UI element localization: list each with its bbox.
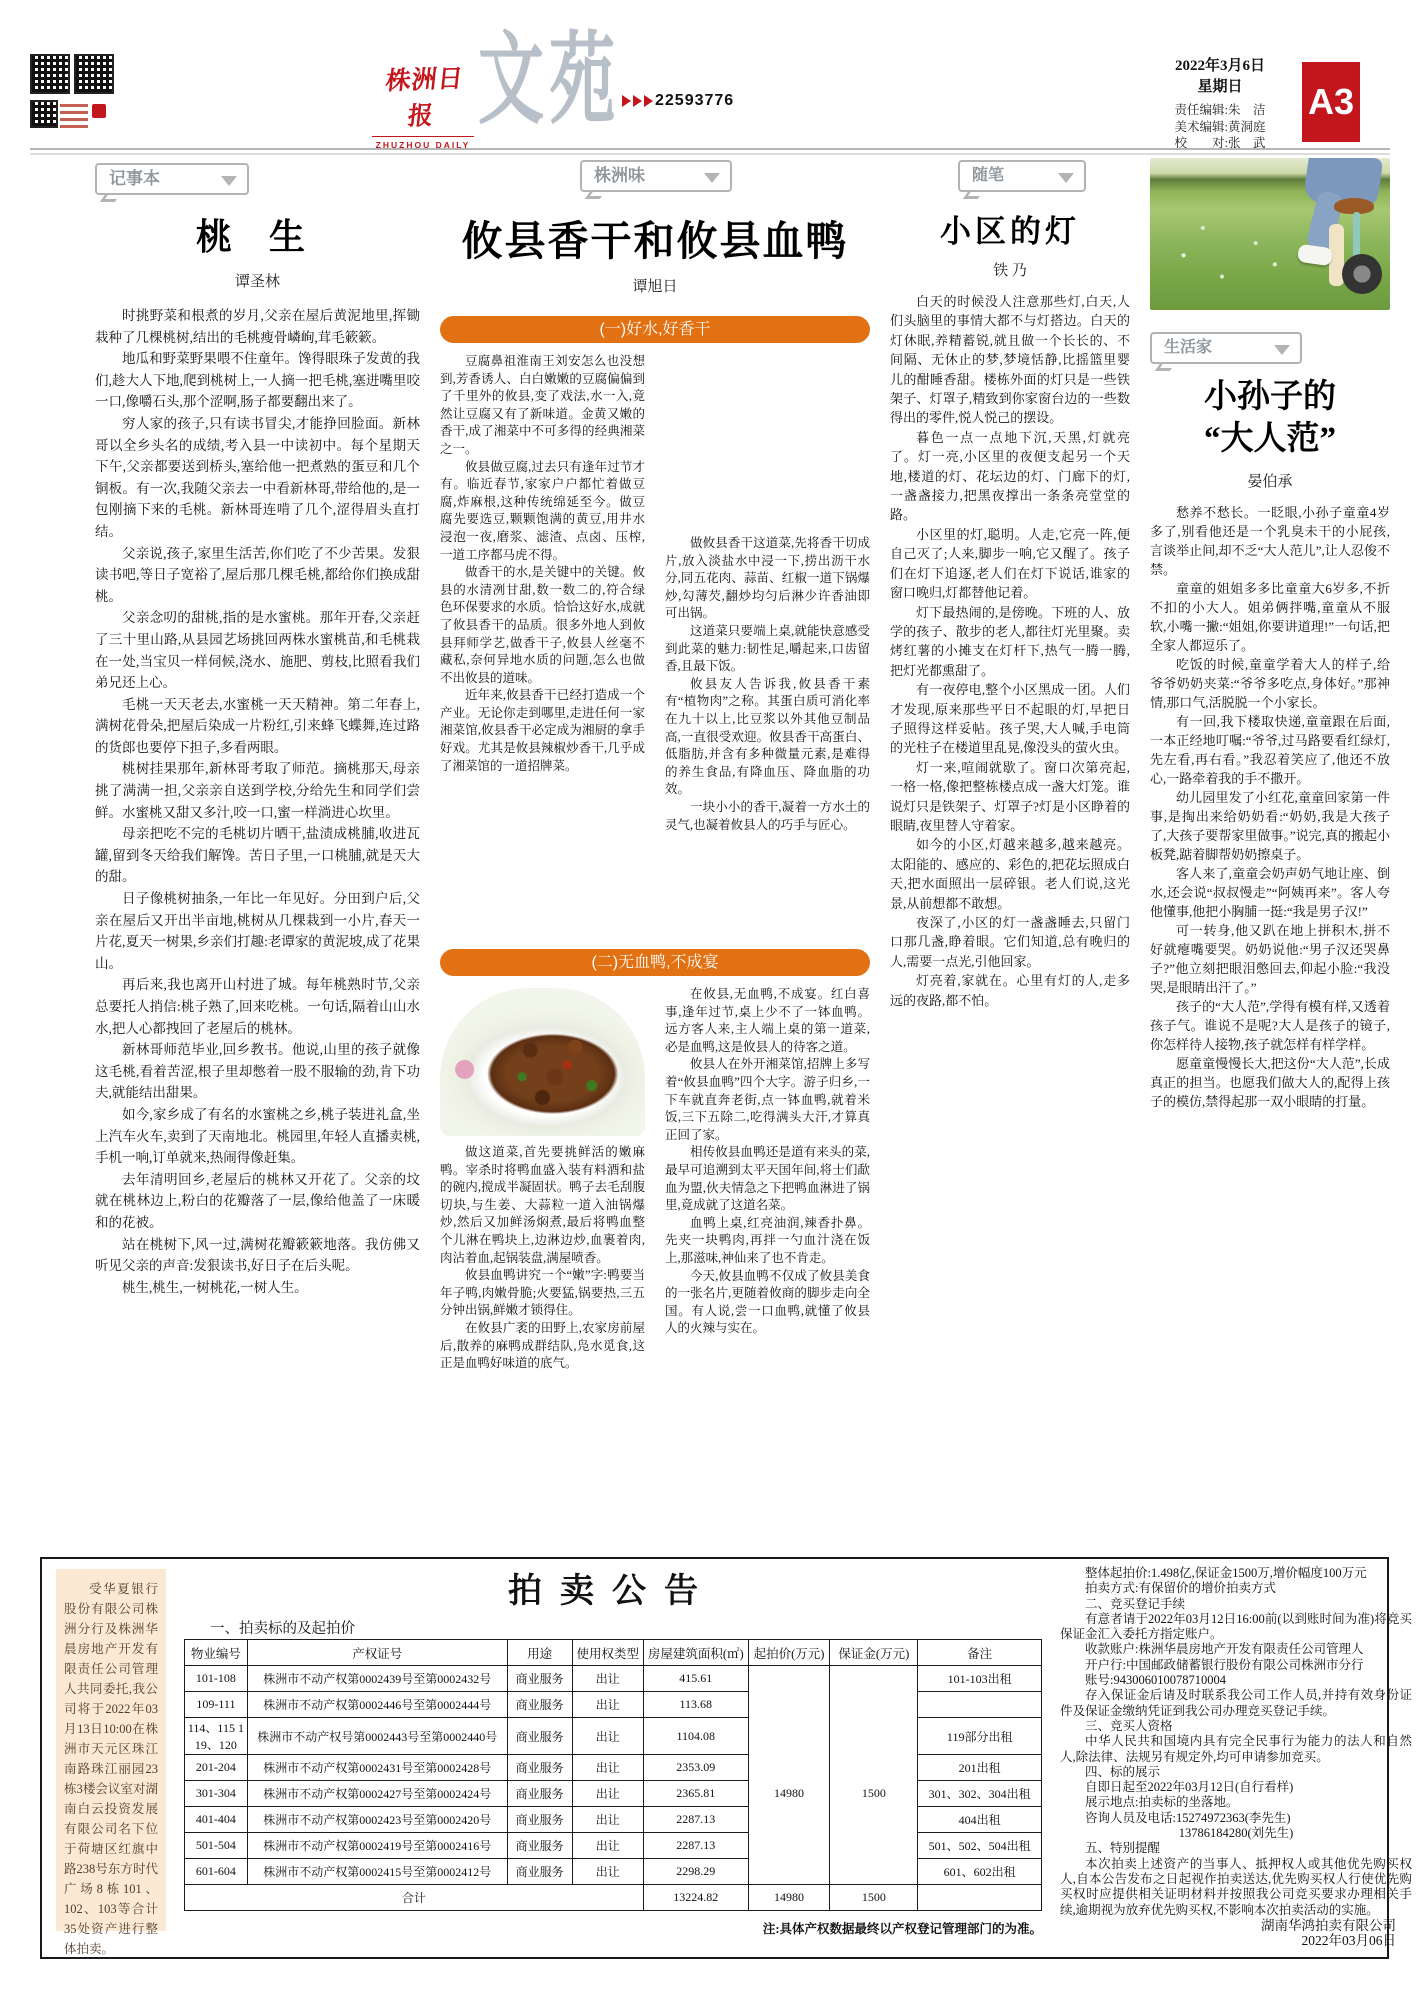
col-header: 起拍价(万元): [748, 1640, 830, 1666]
cell-deposit: [830, 1807, 918, 1833]
column-tag-life: [1150, 332, 1302, 364]
cell-start-price: [748, 1859, 830, 1885]
text-column: [440, 353, 645, 938]
auction-notice: [40, 1557, 1412, 1959]
cell-usage: 商业服务: [507, 1755, 572, 1781]
article-title: 桃 生: [195, 217, 319, 257]
detail-heading: 二、竞买登记手续: [1085, 1596, 1186, 1611]
paragraph: 穷人家的孩子,只有读书冒尖,才能挣回脸面。新林哥以全乡头名的成绩,考入县一中读初中。每个星期天下午,父亲都要送到桥头,塞给他一把煮熟的蛋豆和几个铜板。有一次,我随父亲去一中看新林哥,带给他的,是一包刚摘下来的毛桃。新林哥连啃了几个,涩得眉头直打结。: [95, 415, 420, 539]
tag-label: 随笔: [972, 167, 1005, 184]
paragraph: 一块小小的香干,凝着一方水土的灵气,也凝着攸县人的巧手与匠心。: [665, 799, 870, 832]
column-tag-zhuzhou-flavor: [580, 160, 732, 192]
paragraph: 有一夜停电,整个小区黑成一团。人们才发现,原来那些平日不起眼的灯,早把日子照得这样妥帖。孩子哭,大人喊,手电筒的光柱子在楼道里乱晃,像没头的萤火虫。: [890, 682, 1130, 756]
date: 2022年3月6日: [1174, 58, 1265, 74]
paragraph: 新林哥师范毕业,回乡教书。他说,山里的孩子就像这毛桃,看着苦涩,根子里却憋着一股不服输的劲,肯下功夫,就能结出甜果。: [95, 1042, 420, 1101]
cell-usage: 商业服务: [507, 1666, 572, 1692]
detail-line: 中华人民共和国境内具有完全民事行为能力的法人和自然人,除法律、法规另有规定外,均可申请参加竞买。: [1060, 1734, 1412, 1764]
weekday: 星期日: [1197, 79, 1243, 95]
paragraph: 站在桃树下,风一过,满树花瓣簌簌地落。我仿佛又听见父亲的声音:发狠读书,好日子在后头呢。: [95, 1236, 420, 1274]
cell-right-type: 出让: [572, 1807, 643, 1833]
subsection-2: [440, 986, 870, 1531]
article-title: [1150, 376, 1390, 460]
paragraph: 这道菜只要端上桌,就能快意感受到此菜的魅力:韧性足,嚼起来,口齿留香,且最下饭。: [665, 623, 870, 674]
total-note: [918, 1885, 1042, 1911]
arrow-icon: [622, 95, 631, 107]
article-body: [1150, 503, 1390, 1548]
column-tag-notebook: [95, 163, 249, 195]
detail-line: 自即日起至2022年03月12日(自行看样): [1085, 1780, 1294, 1795]
paragraph: 可一转身,他又趴在地上拼积木,拼不好就瘪嘴要哭。奶奶说他:“男子汉还哭鼻子?”他立刻把眼泪憋回去,仰起小脸:“我没哭,是眼睛出汗了。”: [1150, 923, 1390, 995]
cell-area: 2298.29: [643, 1859, 748, 1885]
table-row: [185, 1666, 1042, 1692]
paragraph: 做香干的水,是关键中的关键。攸县的水清冽甘甜,数一数二的,符合绿色环保要求的水质。恰恰这好水,成就了攸县香干的品质。很多外地人到攸县拜师学艺,做香干子,攸县人丝毫不藏私,奈何异地水质的问题,怎么也做不出攸县的道味。: [440, 565, 645, 685]
qr-code: [30, 54, 112, 140]
col-header: 物业编号: [185, 1640, 248, 1666]
cell-note: 101-103出租: [918, 1666, 1042, 1692]
auction-title: 拍卖公告: [508, 1573, 716, 1610]
auction-table-note: 注:具体产权数据最终以产权登记管理部门的为准。: [762, 1922, 1042, 1936]
masthead-cn: 株洲日报: [384, 65, 466, 131]
paragraph: 做攸县香干这道菜,先将香干切成片,放入淡盐水中浸一下,捞出沥干水分,同五花肉、蒜苗、红椒一道下锅爆炒,勾薄芡,翻炒均匀后淋少许香油即可出锅。: [665, 536, 870, 621]
cell-usage: 商业服务: [507, 1692, 572, 1718]
paragraph: 夜深了,小区的灯一盏盏睡去,只留门口那几盏,睁着眼。它们知道,总有晚归的人,需要一点光,引他回家。: [890, 915, 1130, 969]
cell-area: 2287.13: [643, 1807, 748, 1833]
subsection-badge-2: (二)无血鸭,不成宴: [440, 949, 870, 976]
chevron-down-icon: [221, 176, 237, 194]
cell-note: [918, 1692, 1042, 1718]
article-body: [95, 305, 420, 1545]
detail-heading: 三、竞买人资格: [1085, 1718, 1173, 1733]
paragraph: 做这道菜,首先要挑鲜活的嫩麻鸭。宰杀时将鸭血盛入装有料酒和盐的碗内,搅成半凝固状。鸭子去毛刮腹切块,与生姜、大蒜粒一道入油锅爆炒,然后又加鲜汤焖煮,最后将鸭血整个儿淋在鸭块上,边淋边炒,血裹着肉,肉沾着血,起锅装盘,满屋喷香。: [440, 1145, 645, 1265]
total-label: 合计: [185, 1885, 644, 1911]
cell-deposit: 1500: [830, 1781, 918, 1807]
editor-line: 责任编辑:朱 洁: [1174, 103, 1266, 117]
paragraph: 吃饭的时候,童童学着大人的样子,给爷爷奶奶夹菜:“爷爷多吃点,身体好。”那神情,那口气,活脱脱一个小家长。: [1150, 657, 1390, 710]
detail-line: 整体起拍价:1.498亿,保证金1500万,增价幅度100万元: [1085, 1566, 1367, 1580]
masthead-en: ZHUZHOU DAILY: [372, 136, 474, 150]
auction-company: 湖南华鸿拍卖有限公司: [1261, 1917, 1396, 1933]
article-author: 谭旭日: [632, 279, 678, 295]
tag-label: 株洲味: [594, 166, 645, 185]
qr-code-icon: [30, 100, 58, 128]
cell-note: 201出租: [918, 1755, 1042, 1781]
text-column: [665, 535, 870, 935]
paragraph: 父亲念叨的甜桃,指的是水蜜桃。那年开春,父亲赶了三十里山路,从县园艺场挑回两株水蜜桃苗,和毛桃栽在一处,当宝贝一样伺候,浇水、施肥、剪枝,比照看我们弟兄还上心。: [95, 610, 420, 691]
detail-heading: 四、标的展示: [1085, 1764, 1161, 1779]
paragraph: 日子像桃树抽条,一年比一年见好。分田到户后,父亲在屋后又开出半亩地,桃树从几棵栽到一小片,春天一片花,夏天一树果,乡亲们打趣:老谭家的黄泥坡,成了花果山。: [95, 891, 420, 971]
detail-line: 13786184280(刘先生): [1178, 1826, 1294, 1841]
paragraph: 母亲把吃不完的毛桃切片晒干,盐渍成桃脯,收进瓦罐,留到冬天给我们解馋。苦日子里,一口桃脯,就是天大的甜。: [95, 826, 420, 885]
cell-start-price: [748, 1718, 830, 1755]
paragraph: 灯下最热闹的,是傍晚。下班的人、放学的孩子、散步的老人,都往灯光里聚。卖烤红薯的小摊支在灯杆下,热气一腾一腾,把灯光都熏甜了。: [890, 604, 1130, 678]
photo-child-on-bicycle: [1150, 158, 1390, 310]
cell-right-type: 出让: [572, 1781, 643, 1807]
paragraph: 攸县友人告诉我,攸县香干素有“植物肉”之称。其蛋白质可消化率在九十以上,比豆浆以外其他豆制品高,一直很受欢迎。攸县香干高蛋白、低脂肪,并含有多种微量元素,是难得的养生食品,有降血压、降血脂的功效。: [665, 676, 870, 797]
tag-label: 生活家: [1164, 339, 1213, 356]
table-header-row: [185, 1640, 1042, 1666]
cell-cert-number: 株洲市不动产权第0002415号至第0002412号: [247, 1859, 507, 1885]
cell-right-type: 出让: [572, 1666, 643, 1692]
detail-line: 本次拍卖上述资产的当事人、抵押权人或其他优先购买权人,自本公告发布之日起视作拍卖送达,优先购买权人行使优先购买权时应提供相关证明材料并按照我公司竞买要求办理相关手续,逾期视为放弃优先购买权,不影响本次拍卖活动的实施。: [1060, 1856, 1412, 1917]
article-author: 谭圣林: [234, 274, 280, 290]
cell-deposit: [830, 1833, 918, 1859]
date-block: [1140, 56, 1300, 98]
table-row: [185, 1755, 1042, 1781]
hotline: [622, 92, 734, 110]
paragraph: 如今的小区,灯越来越多,越来越亮。太阳能的、感应的、彩色的,把花坛照成白天,把水面照出一层碎银。老人们说,这光景,从前想都不敢想。: [890, 837, 1130, 911]
editor-line: 美术编辑:黄洞庭: [1174, 119, 1266, 134]
cell-start-price: [748, 1692, 830, 1718]
table-row: [185, 1859, 1042, 1885]
cell-area: 415.61: [643, 1666, 748, 1692]
cell-note: 404出租: [918, 1807, 1042, 1833]
article-light: [890, 160, 1130, 1548]
table-row: [185, 1833, 1042, 1859]
cell-deposit: [830, 1859, 918, 1885]
total-deposit: 1500: [830, 1885, 918, 1911]
cell-right-type: 出让: [572, 1755, 643, 1781]
article-xiangan: [440, 158, 870, 1548]
detail-line: 拍卖方式:有保留价的增价拍卖方式: [1085, 1581, 1276, 1596]
chevron-down-icon: [704, 173, 720, 191]
cell-property-id: 201-204: [185, 1755, 248, 1781]
total-price: 14980: [748, 1885, 830, 1911]
paragraph: 灯亮着,家就在。心里有灯的人,走多远的夜路,都不怕。: [890, 973, 1130, 1008]
subsection-badge-1: (一)好水,好香干: [440, 316, 870, 343]
cell-note: 301、302、304出租: [918, 1781, 1042, 1807]
total-area: 13224.82: [643, 1885, 748, 1911]
cell-right-type: 出让: [572, 1833, 643, 1859]
paragraph: 桃树挂果那年,新林哥考取了师范。摘桃那天,母亲挑了满满一担,父亲亲自送到学校,分给先生和同学们尝鲜。水蜜桃又甜又多汁,咬一口,蜜一样淌进心坎里。: [95, 761, 420, 820]
cell-deposit: [830, 1718, 918, 1755]
paragraph: 桃生,桃生,一树桃花,一树人生。: [122, 1279, 308, 1295]
detail-line: 有意者请于2022年03月12日16:00前(以到账时间为准)将竞买保证金汇入委托方指定账户。: [1060, 1611, 1412, 1642]
cell-property-id: 301-304: [185, 1781, 248, 1807]
cell-cert-number: 株洲市不动产权第0002423号至第0002420号: [247, 1807, 507, 1833]
editors: [1140, 102, 1300, 152]
cell-note: 119部分出租: [918, 1718, 1042, 1755]
photo-blood-duck-dish: [440, 988, 645, 1136]
cell-right-type: 出让: [572, 1718, 643, 1755]
table-row: [185, 1807, 1042, 1833]
cell-usage: 商业服务: [507, 1859, 572, 1885]
column-tag-essay: [958, 160, 1086, 192]
paragraph: 白天的时候没人注意那些灯,白天,人们头脑里的事情大都不与灯搭边。白天的灯休眠,养精蓄锐,就且做一个长长的、不间隔、无休止的梦,梦境恬静,比摇篮里婴儿的酣睡香甜。楼栋外面的灯只是一些铁架子、灯罩子,精致到你家窗台边的一些数得出的零件,悦人悦己的摆设。: [890, 294, 1130, 426]
cell-note: 601、602出租: [918, 1859, 1042, 1885]
cell-area: 1104.08: [643, 1718, 748, 1755]
paragraph: 小区里的灯,聪明。人走,它亮一阵,便自己灭了;人来,脚步一响,它又醒了。孩子们在灯下追逐,老人们在灯下说话,谁家的窗口晚归,灯都替他记着。: [890, 526, 1130, 601]
cell-cert-number: 株洲市不动产权第0002427号至第0002424号: [247, 1781, 507, 1807]
cell-right-type: 出让: [572, 1859, 643, 1885]
cell-property-id: 109-111: [185, 1692, 248, 1718]
photo-tofu-dish: [660, 357, 870, 525]
paragraph: 再后来,我也离开山村进了城。每年桃熟时节,父亲总要托人捎信:桃子熟了,回来吃桃。一句话,隔着山山水水,把人心都拽回了老屋后的桃林。: [95, 977, 420, 1036]
detail-heading: 五、特别提醒: [1085, 1841, 1161, 1856]
paragraph: 攸县血鸭讲究一个“嫩”字:鸭要当年子鸭,肉嫩骨脆;火要猛,锅要热,三五分钟出锅,鲜嫩才锁得住。: [440, 1268, 645, 1318]
tag-label: 记事本: [109, 169, 160, 188]
cell-start-price: [748, 1833, 830, 1859]
col-header: 产权证号: [247, 1640, 507, 1666]
cell-property-id: 601-604: [185, 1859, 248, 1885]
article-title: 攸县香干和攸县血鸭: [461, 218, 849, 264]
cell-deposit: [830, 1692, 918, 1718]
chevron-down-icon: [1058, 173, 1074, 191]
auction-details: [1060, 1566, 1412, 1948]
cell-note: 501、502、504出租: [918, 1833, 1042, 1859]
col-header: 使用权类型: [572, 1640, 643, 1666]
cell-start-price: [748, 1807, 830, 1833]
article-title-line1: 小孙子的: [1204, 379, 1336, 415]
paragraph: 在攸县,无血鸭,不成宴。红白喜事,逢年过节,桌上少不了一钵血鸭。远方客人来,主人端上桌的第一道菜,必是血鸭,这是攸县人的待客之道。: [665, 987, 870, 1054]
paragraph: 近年来,攸县香干已经打造成一个产业。无论你走到哪里,走进任何一家湘菜馆,攸县香干必定成为湘厨的拿手好戏。尤其是攸县辣椒炒香干,几乎成了湘菜馆的一道招牌菜。: [440, 688, 645, 773]
paragraph: 童童的姐姐多多比童童大6岁多,不折不扣的小大人。姐弟俩拌嘴,童童从不服软,小嘴一撇:“姐姐,你要讲道理!”一句话,把全家人都逗乐了。: [1150, 581, 1390, 653]
cell-usage: 商业服务: [507, 1781, 572, 1807]
auction-table: [184, 1639, 1042, 1911]
table-row: [185, 1781, 1042, 1807]
article-author: 晏伯承: [1247, 474, 1293, 490]
paragraph: 今天,攸县血鸭不仅成了攸县美食的一张名片,更随着攸商的脚步走向全国。有人说,尝一口血鸭,就懂了攸县人的火辣与实在。: [665, 1268, 870, 1336]
table-total-row: [185, 1885, 1042, 1911]
cell-property-id: 114、115 119、120: [185, 1718, 248, 1755]
cell-deposit: [830, 1666, 918, 1692]
paragraph: 如今,家乡成了有名的水蜜桃之乡,桃子装进礼盒,坐上汽车火车,卖到了天南地北。桃园里,年轻人直播卖桃,手机一响,订单就来,热闹得像赶集。: [95, 1106, 420, 1166]
paragraph: 攸县做豆腐,过去只有逢年过节才有。临近春节,家家户户都忙着做豆腐,炸麻根,这种传统绵延至今。做豆腐先要选豆,颗颗饱满的黄豆,用井水浸泡一夜,磨浆、滤渣、点卤、压榨,一道工序都马虎不得。: [440, 459, 645, 562]
cell-cert-number: 株洲市不动产权第0002439号至第0002432号: [247, 1666, 507, 1692]
article-taosheng: [95, 163, 420, 1548]
cell-start-price: 14980: [748, 1781, 830, 1807]
paragraph: 暮色一点一点地下沉,天黑,灯就亮了。灯一亮,小区里的夜便支起另一个天地,楼道的灯、花坛边的灯、门廊下的灯,一盏盏接力,把黑夜撑出一条条亮堂堂的路。: [890, 429, 1130, 523]
section-title: 文苑: [478, 25, 621, 136]
cell-start-price: [748, 1755, 830, 1781]
detail-line: 账号:943006010078710004: [1085, 1673, 1226, 1688]
table-row: [185, 1718, 1042, 1755]
auction-intro: 受华夏银行股份有限公司株洲分行及株洲华晨房地产开发有限责任公司管理人共同委托,我公司将于2022年03月13日10:00在株洲市天元区珠江南路珠江丽园23栋3楼会议室对湖南白云投资发展有限公司名下位于荷塘区红旗中路238号东方时代广场8栋101、102、103等合计35处资产进行整体拍卖。: [56, 1569, 166, 1931]
cell-cert-number: 株洲市不动产权第0002446号至第0002444号: [247, 1692, 507, 1718]
article-body: [890, 292, 1130, 1548]
detail-line: 存入保证金后请及时联系我公司工作人员,并持有效身份证件及保证金缴纳凭证到我公司办理竞买登记手续。: [1060, 1688, 1412, 1718]
cell-property-id: 501-504: [185, 1833, 248, 1859]
paragraph: 血鸭上桌,红亮油润,辣香扑鼻。先夹一块鸭肉,再拌一勺血汁浇在饭上,那滋味,神仙来了也不肯走。: [665, 1215, 870, 1265]
page-number-badge: A3: [1302, 62, 1360, 142]
paragraph: 客人来了,童童会奶声奶气地让座、倒水,还会说“叔叔慢走”“阿姨再来”。客人夸他懂事,他把小胸脯一挺:“我是男子汉!”: [1150, 866, 1390, 919]
paragraph: 攸县人在外开湘菜馆,招牌上多写着“攸县血鸭”四个大字。游子归乡,一下车就直奔老街,点一钵血鸭,就着米饭,三下五除二,吃得满头大汗,才算真正回了家。: [665, 1057, 870, 1142]
paragraph: 灯一来,喧闹就歇了。窗口次第亮起,一格一格,像把整栋楼点成一盏大灯笼。谁说灯只是铁架子、灯罩子?灯是小区睁着的眼睛,夜里替人守着家。: [890, 759, 1130, 833]
bicycle-wheel: [1342, 254, 1382, 294]
qr-code-icon: [30, 54, 70, 94]
paragraph: 幼儿园里发了小红花,童童回家第一件事,是掏出来给奶奶看:“奶奶,我是大孩子了,大孩子要帮家里做事。”说完,真的搬起小板凳,踮着脚帮奶奶擦桌子。: [1150, 790, 1390, 862]
cell-property-id: 101-108: [185, 1666, 248, 1692]
paragraph: 在攸县广袤的田野上,农家房前屋后,散养的麻鸭成群结队,凫水觅食,这正是血鸭好味道的底气。: [440, 1320, 645, 1371]
arrow-icon: [633, 95, 642, 107]
paragraph: 有一回,我下楼取快递,童童跟在后面,一本正经地叮嘱:“爷爷,过马路要看红绿灯,先左看,再右看。”我忍着笑应了,他还不放心,一路牵着我的手不撒开。: [1150, 714, 1390, 786]
cell-property-id: 401-404: [185, 1807, 248, 1833]
cell-cert-number: 株洲市不动产权号第0002443号至第0002440号: [247, 1718, 507, 1755]
paragraph: 地瓜和野菜野果喂不住童年。馋得眼珠子发黄的我们,趁大人下地,爬到桃树上,一人摘一把毛桃,塞进嘴里咬一口,像嚼石头,那个涩啊,肠子都要翻出来了。: [95, 351, 420, 410]
paragraph: 时挑野菜和根煮的岁月,父亲在屋后黄泥地里,挥锄栽种了几棵桃树,结出的毛桃瘦骨嶙峋,茸毛簌簌。: [95, 308, 420, 345]
article-title-line2: “大人范”: [1204, 421, 1336, 457]
col-header: 房屋建筑面积(㎡): [643, 1640, 748, 1666]
detail-line: 开户行:中国邮政储蓄银行股份有限公司株洲市分行: [1085, 1657, 1364, 1672]
detail-line: 咨询人员及电话:15274972363(李先生): [1085, 1810, 1291, 1825]
hotline-number: 22593776: [655, 92, 735, 109]
paragraph: 孩子的“大人范”,学得有模有样,又透着孩子气。谁说不是呢?大人是孩子的镜子,你怎样待人接物,孩子就怎样有样学样。: [1150, 999, 1390, 1052]
cell-area: 113.68: [643, 1692, 748, 1718]
cell-right-type: 出让: [572, 1692, 643, 1718]
col-header: 保证金(万元): [830, 1640, 918, 1666]
paragraph: 相传攸县血鸭还是道有来头的菜,最早可追溯到太平天国年间,将士们歃血为盟,伙夫情急之下把鸭血淋进了锅里,竟成就了这道名菜。: [665, 1145, 870, 1213]
editor-line: 校 对:张 武: [1174, 136, 1266, 150]
cell-usage: 商业服务: [507, 1833, 572, 1859]
cell-area: 2365.81: [643, 1781, 748, 1807]
cell-cert-number: 株洲市不动产权第0002431号至第0002428号: [247, 1755, 507, 1781]
paragraph: 毛桃一天天老去,水蜜桃一天天精神。第二年春上,满树花骨朵,把屋后染成一片粉红,引来蜂飞蝶舞,连过路的货郎也要停下担子,多看两眼。: [95, 696, 420, 755]
paragraph: 豆腐鼻祖淮南王刘安怎么也没想到,芳香诱人、白白嫩嫩的豆腐偏偏到了千里外的攸县,变了戏法,水一入,竟然让豆腐又有了新味道。金黄又嫩的香干,成了湘菜中不可多得的经典湘菜之一。: [440, 354, 645, 456]
detail-line: 收款账户:株洲华晨房地产开发有限责任公司管理人: [1085, 1642, 1364, 1657]
cell-area: 2353.09: [643, 1755, 748, 1781]
paragraph: 父亲说,孩子,家里生活苦,你们吃了不少苦果。发狠读书吧,等日子宽裕了,屋后那几棵毛桃,都给你们换成甜桃。: [95, 545, 420, 604]
col-header: 用途: [507, 1640, 572, 1666]
header-rule: [30, 148, 1390, 155]
qr-caption-marks: [60, 102, 88, 128]
masthead: [372, 60, 474, 150]
subsection-1: [440, 353, 870, 941]
cell-deposit: [830, 1755, 918, 1781]
chevron-down-icon: [1274, 345, 1290, 363]
cell-start-price: [748, 1666, 830, 1692]
article-author: 铁 乃: [993, 263, 1027, 279]
text-column: [440, 1144, 645, 1529]
text-column: [665, 986, 870, 1529]
paragraph: 愁养不愁长。一眨眼,小孙子童童4岁多了,别看他还是一个乳臭未干的小屁孩,言谈举止间,却不乏“大人范儿”,让人忍俊不禁。: [1150, 505, 1390, 577]
arrow-icon: [644, 95, 653, 107]
red-seal-icon: [92, 104, 106, 118]
cell-usage: 商业服务: [507, 1807, 572, 1833]
auction-date: 2022年03月06日: [1301, 1933, 1396, 1949]
detail-line: 展示地点:拍卖标的坐落地。: [1085, 1795, 1239, 1810]
cell-usage: 商业服务: [507, 1718, 572, 1755]
col-header: 备注: [918, 1640, 1042, 1666]
article-grandson: [1150, 158, 1390, 1548]
paragraph: 愿童童慢慢长大,把这份“大人范”,长成真正的担当。也愿我们做大人的,配得上孩子的模仿,禁得起那一双小眼睛的打量。: [1150, 1056, 1390, 1109]
qr-code-icon: [74, 54, 114, 94]
table-row: [185, 1692, 1042, 1718]
cell-cert-number: 株洲市不动产权第0002419号至第0002416号: [247, 1833, 507, 1859]
auction-section-1-heading: 一、拍卖标的及起拍价: [210, 1621, 355, 1637]
cell-area: 2287.13: [643, 1833, 748, 1859]
article-title: 小区的灯: [940, 214, 1080, 249]
paragraph: 去年清明回乡,老屋后的桃林又开花了。父亲的坟就在桃林边上,粉白的花瓣落了一层,像给他盖了一床暖和的花被。: [95, 1171, 420, 1230]
